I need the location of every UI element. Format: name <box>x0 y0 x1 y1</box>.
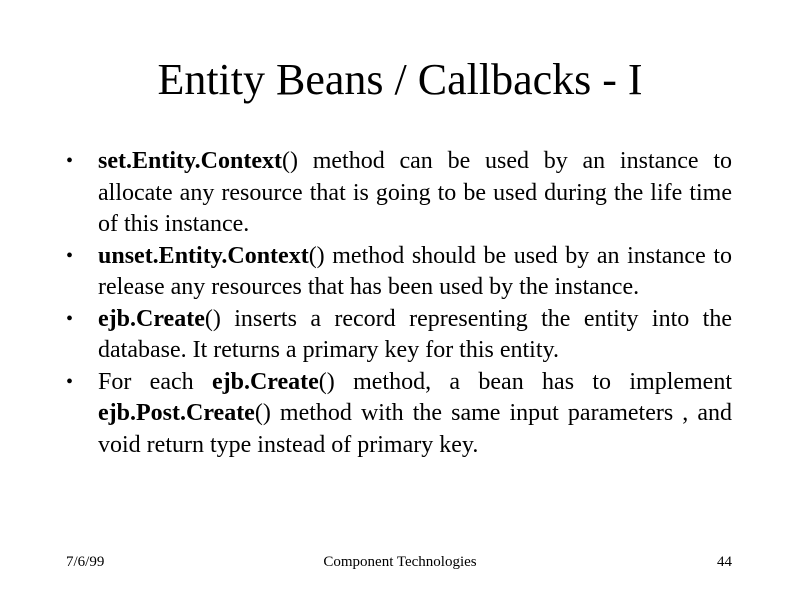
bullet-icon: • <box>66 307 74 330</box>
method-name: set.Entity.Context <box>98 148 282 174</box>
bullet-list <box>66 146 732 461</box>
bullet-icon: • <box>66 150 74 172</box>
bullet-item-ejb-post-create <box>66 367 732 462</box>
bullet-text: () method should be used by an instance to release any resources that has been used by the instance. <box>98 242 732 300</box>
method-name: ejb.Create <box>98 305 205 332</box>
bullet-text: () method with the same input parameters , and void return type instead of primary key. <box>98 400 732 458</box>
method-name: ejb.Create <box>211 368 319 395</box>
slide-title: Entity Beans / Callbacks - I <box>157 55 643 104</box>
bullet-icon: • <box>66 244 74 267</box>
bullet-item-set-entity-context <box>66 146 732 241</box>
footer-page-number: 44 <box>717 554 732 570</box>
bullet-text: () inserts a record representing the entity into the database. It returns a primary key for this entity. <box>98 305 732 363</box>
footer-date: 7/6/99 <box>66 554 105 570</box>
footer-course: Component Technologies <box>323 554 477 570</box>
bullet-icon: • <box>66 370 74 393</box>
method-name: unset.Entity.Context <box>98 242 309 269</box>
bullet-text-prefix: For each <box>98 368 212 395</box>
method-name-post-create: ejb.Post.Create <box>98 400 255 426</box>
bullet-text: () method can be used by an instance to allocate any resource that is going to be used during the life time of this instance. <box>98 148 732 237</box>
bullet-text-middle: () method, a bean has to implement <box>318 368 732 395</box>
bullet-item-unset-entity-context <box>66 241 732 304</box>
bullet-item-ejb-create <box>66 304 732 367</box>
